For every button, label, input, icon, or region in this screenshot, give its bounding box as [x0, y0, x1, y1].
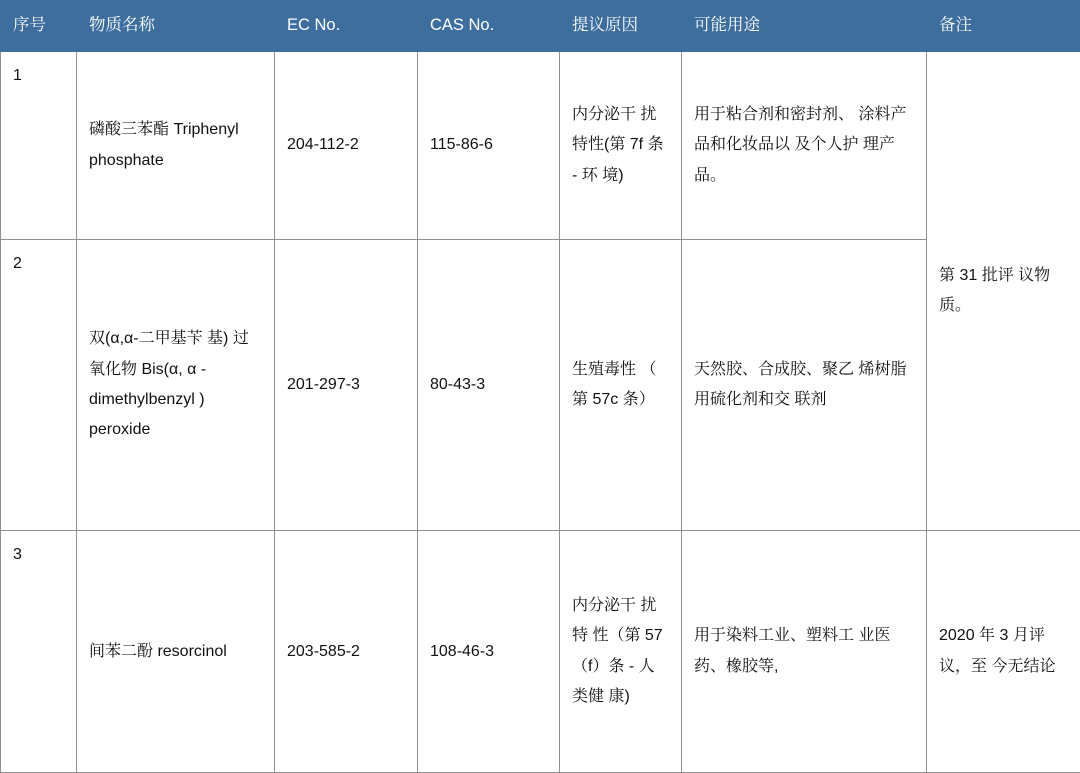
column-header-ec-no: EC No. [275, 1, 418, 52]
cell-substance-name: 间苯二酚 resorcinol [77, 531, 275, 773]
cell-substance-name: 磷酸三苯酯 Triphenyl phosphate [77, 52, 275, 239]
cell-cas-no: 108-46-3 [418, 531, 560, 773]
table-row [1, 531, 1080, 773]
cell-uses: 天然胶、合成胶、聚乙 烯树脂用硫化剂和交 联剂 [682, 239, 927, 531]
cell-no: 3 [1, 531, 77, 773]
cell-reason: 内分泌干 扰 特 性（第 57（f）条 - 人类健 康) [560, 531, 682, 773]
table-row [1, 52, 1080, 239]
cell-reason: 生殖毒性 （ 第 57c 条） [560, 239, 682, 531]
table-body [1, 52, 1080, 773]
cell-remark: 2020 年 3 月评议，至 今无结论 [927, 531, 1080, 773]
header-row [1, 1, 1080, 52]
table-header [1, 1, 1080, 52]
cell-ec-no: 201-297-3 [275, 239, 418, 531]
column-header-name: 物质名称 [77, 1, 275, 52]
cell-uses: 用于染料工业、塑料工 业医药、橡胶等, [682, 531, 927, 773]
cell-cas-no: 115-86-6 [418, 52, 560, 239]
cell-no: 2 [1, 239, 77, 531]
column-header-uses: 可能用途 [682, 1, 927, 52]
column-header-remark: 备注 [927, 1, 1080, 52]
cell-substance-name: 双(α,α-二甲基苄 基) 过氧化物 Bis(α, α -dimethylbenzyl ) peroxide [77, 239, 275, 531]
column-header-cas-no: CAS No. [418, 1, 560, 52]
column-header-no: 序号 [1, 1, 77, 52]
table-row [1, 239, 1080, 531]
cell-uses: 用于粘合剂和密封剂、 涂料产品和化妆品以 及个人护 理产品。 [682, 52, 927, 239]
cell-no: 1 [1, 52, 77, 239]
column-header-reason: 提议原因 [560, 1, 682, 52]
cell-cas-no: 80-43-3 [418, 239, 560, 531]
cell-ec-no: 204-112-2 [275, 52, 418, 239]
cell-ec-no: 203-585-2 [275, 531, 418, 773]
cell-reason: 内分泌干 扰特性(第 7f 条 - 环 境) [560, 52, 682, 239]
cell-remark: 第 31 批评 议物质。 [927, 52, 1080, 531]
